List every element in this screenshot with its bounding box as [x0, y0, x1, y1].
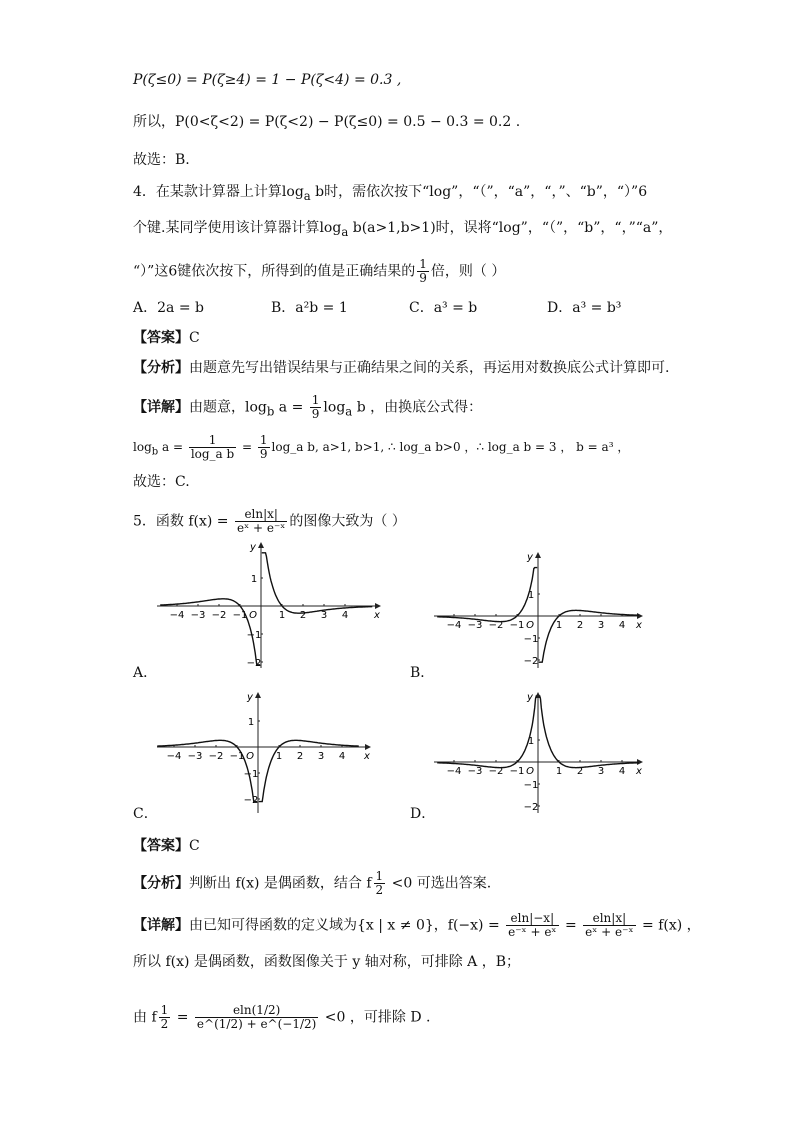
prev-line-1: P(ζ≤0) = P(ζ≥4) = 1 − P(ζ<4) = 0.3 , [133, 72, 402, 88]
x-tick-label: 3 [597, 620, 605, 631]
y-axis-arrow [258, 542, 264, 548]
q4-option-a[interactable]: A．2a = b [133, 300, 204, 316]
y-tick-label: 1 [527, 736, 535, 747]
graph-d[interactable] [430, 690, 645, 815]
prev-line-2: 所以，P(0<ζ<2) = P(ζ<2) − P(ζ≤0) = 0.5 − 0.3 = 0.2 . [133, 114, 521, 130]
function-curve [262, 553, 373, 613]
graph-label-d: D． [410, 806, 436, 822]
q5-analysis: 【分析】判断出 f(x) 是偶函数，结合 f $\frac{1}{2}$ <0 可选出答案. [133, 869, 492, 897]
x-tick-label: 4 [618, 620, 626, 631]
y-tick-label: −2 [523, 802, 539, 813]
function-curve [157, 740, 257, 801]
x-axis-label: x [636, 620, 642, 631]
x-tick-label: 2 [299, 610, 307, 621]
q4-calc: $\log_b a$ = $\frac{1}{\text{log\_a b}}$ = $\frac{1}{9}$ log_a b, a>1, b>1, ∴ log_a b>0 ，∴ log_a b = 3 ， b = a³ ， [133, 433, 630, 461]
x-tick-label: 4 [618, 766, 626, 777]
y-tick-label: 1 [247, 717, 255, 728]
function-curve [539, 610, 639, 662]
y-axis-label: y [247, 692, 253, 703]
x-tick-label: −4 [166, 751, 182, 762]
graph-c[interactable] [153, 690, 373, 815]
x-axis-arrow [365, 744, 371, 750]
x-tick-label: 2 [576, 766, 584, 777]
x-tick-label: 1 [555, 766, 563, 777]
graph-label-a: A． [133, 665, 158, 681]
y-tick-label: −1 [523, 634, 539, 645]
graph-b[interactable] [430, 550, 645, 670]
graph-label-b: B． [410, 665, 435, 681]
x-tick-label: −3 [467, 620, 483, 631]
x-tick-label: −2 [211, 610, 227, 621]
q4-line-2: 个键.某同学使用该计算器计算$\log_a b(a>1,b>1)$时，误将“log”，“（”，“b”，“，”“a”， [133, 220, 673, 239]
x-axis-arrow [375, 603, 381, 609]
q5-answer: 【答案】C [133, 838, 200, 854]
x-axis-arrow [637, 613, 643, 619]
q5-detail: 【详解】由已知可得函数的定义域为{x | x ≠ 0}，f(−x) = $\frac{eln|-x|}{\text{e⁻ˣ + eˣ}}$ = $\frac{eln|x|}{\text{eˣ + e⁻ˣ}}$ = f(x) ， [133, 911, 701, 939]
prev-conclusion: 故选：B. [133, 152, 190, 168]
function-curve [539, 696, 639, 768]
q5-exclude-d: 由 f $\frac{1}{2}$ = $\frac{eln(1/2)}{e\^{}(1/2) + e\^{}(-1/2)}$ <0 ，可排除 D . [133, 1003, 431, 1031]
q4-line-3: “）”这6键依次按下，所得到的值是正确结果的 $\frac{1}{9}$ 倍，则（ ） [133, 257, 506, 285]
y-axis-arrow [255, 692, 261, 698]
x-tick-label: 3 [320, 610, 328, 621]
y-tick-label: −1 [243, 769, 259, 780]
q4-detail: 【详解】由题意，$\log_b a$ = $\frac{1}{9}$ $\log_a b$ ，由换底公式得： [133, 393, 483, 421]
x-tick-label: −1 [509, 766, 525, 777]
y-tick-label: −2 [246, 658, 262, 669]
x-tick-label: −1 [509, 620, 525, 631]
x-tick-label: 2 [296, 751, 304, 762]
origin-label: O [246, 751, 254, 762]
y-tick-label: −2 [523, 656, 539, 667]
q4-answer: 【答案】C [133, 330, 200, 346]
x-axis-label: x [374, 610, 380, 621]
q4-option-d[interactable]: D．a³ = b³ [547, 300, 622, 316]
graph-label-c: C． [133, 806, 158, 822]
x-tick-label: 4 [341, 610, 349, 621]
y-axis-label: y [250, 542, 256, 553]
function-curve [437, 696, 537, 768]
x-tick-label: −1 [232, 610, 248, 621]
x-tick-label: −4 [446, 766, 462, 777]
q5-symmetry: 所以 f(x) 是偶函数，函数图像关于 y 轴对称，可排除 A ，B； [133, 954, 521, 970]
x-axis-label: x [364, 751, 370, 762]
x-tick-label: −2 [208, 751, 224, 762]
x-tick-label: −3 [467, 766, 483, 777]
x-tick-label: −3 [187, 751, 203, 762]
origin-label: O [249, 610, 257, 621]
q4-analysis: 【分析】由题意先写出错误结果与正确结果之间的关系，再运用对数换底公式计算即可. [133, 360, 670, 376]
x-tick-label: 1 [275, 751, 283, 762]
x-tick-label: −4 [446, 620, 462, 631]
x-tick-label: 1 [555, 620, 563, 631]
y-tick-label: −2 [243, 795, 259, 806]
x-tick-label: 4 [338, 751, 346, 762]
q5-title: 5．函数 f(x) = $\frac{eln|x|}{\text{eˣ + e⁻ˣ}}$ 的图像大致为（ ） [133, 507, 406, 535]
q4-line-1: 4．在某款计算器上计算$\log_a b$时，需依次按下“log”，“（”，“a”，“，”、“b”，“）”6 [133, 184, 648, 203]
x-tick-label: 3 [317, 751, 325, 762]
y-tick-label: −1 [523, 780, 539, 791]
y-axis-label: y [527, 692, 533, 703]
y-tick-label: −1 [246, 630, 262, 641]
q4-conclusion: 故选：C. [133, 474, 190, 490]
x-tick-label: 3 [597, 766, 605, 777]
x-tick-label: 2 [576, 620, 584, 631]
x-tick-label: −2 [488, 766, 504, 777]
x-tick-label: −1 [229, 751, 245, 762]
y-axis-arrow [535, 552, 541, 558]
x-axis-label: x [636, 766, 642, 777]
origin-label: O [526, 620, 534, 631]
graph-a[interactable] [153, 540, 383, 670]
x-axis-arrow [637, 759, 643, 765]
y-tick-label: 1 [250, 574, 258, 585]
q4-option-c[interactable]: C．a³ = b [409, 300, 478, 316]
x-tick-label: −4 [169, 610, 185, 621]
x-tick-label: 1 [278, 610, 286, 621]
y-axis-label: y [527, 552, 533, 563]
function-curve [437, 568, 537, 622]
y-tick-label: 1 [527, 590, 535, 601]
function-curve [160, 599, 260, 665]
function-curve [259, 740, 359, 801]
origin-label: O [526, 766, 534, 777]
x-tick-label: −2 [488, 620, 504, 631]
x-tick-label: −3 [190, 610, 206, 621]
q4-option-b[interactable]: B．a²b = 1 [271, 300, 348, 316]
